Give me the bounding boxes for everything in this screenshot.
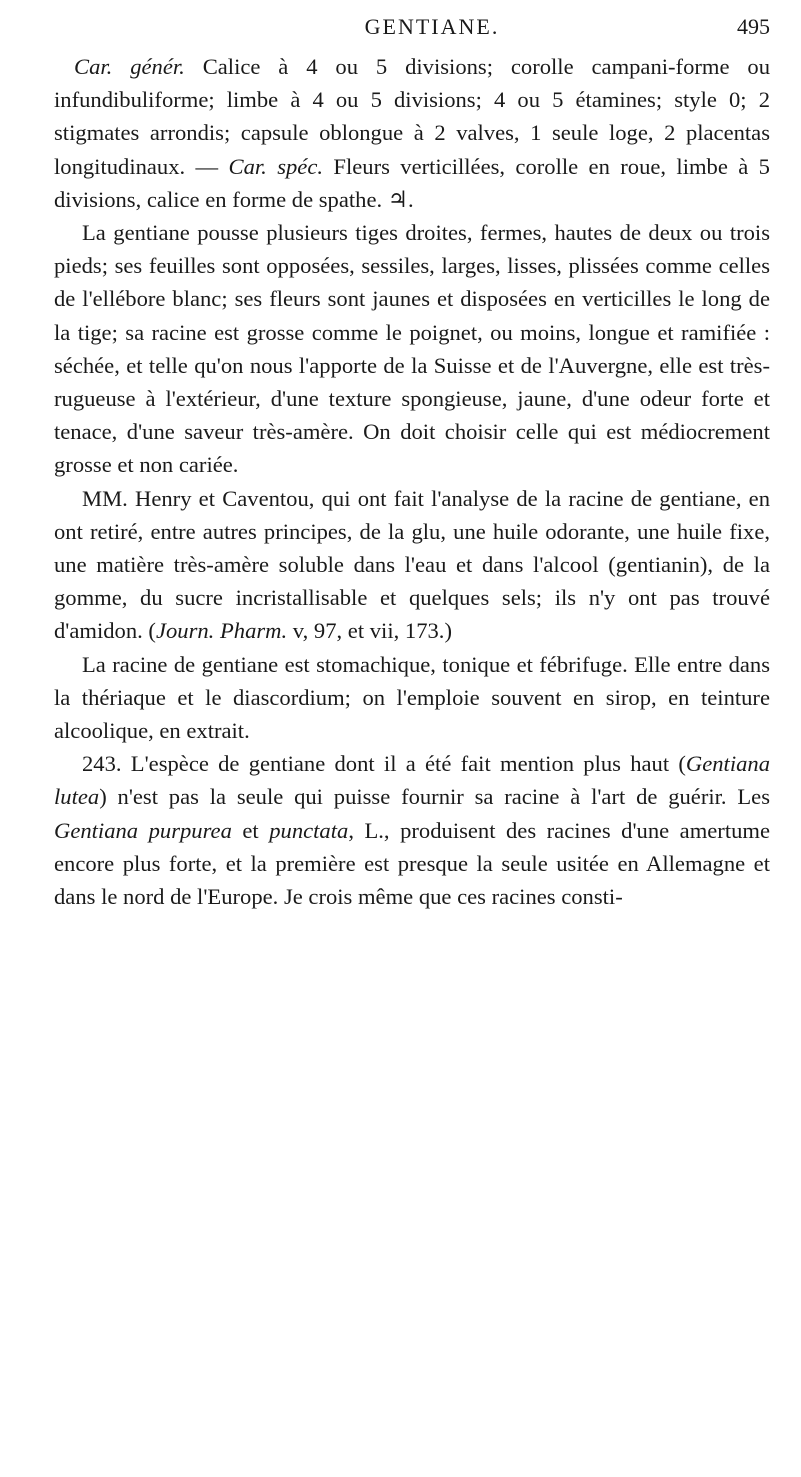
paragraph-243 — [54, 747, 770, 913]
page-number: 495 — [737, 14, 770, 39]
paragraph-characters — [54, 50, 770, 216]
generic-characters-text: Calice à 4 ou 5 divisions; corolle campani-forme ou infundibuliforme; limbe à 4 ou 5 divisions; 4 ou 5 étamines; style 0; 2 stigmates arrondis; capsule oblongue à 2 valves, 1 seule loge, 2 placentas longitudinaux. — — [54, 54, 770, 179]
generic-characters-label: Car. génér. — [74, 54, 185, 79]
journal-reference: Journ. Pharm. — [155, 618, 288, 644]
specific-characters-label: Car. spéc. — [228, 153, 324, 179]
running-head — [54, 12, 770, 46]
body-text — [54, 50, 770, 913]
reference-volumes: v, 97, et vii, 173.) — [287, 618, 452, 644]
specific-characters-text: Fleurs verticillées, corolle en roue, limbe à 5 divisions, calice en forme de spathe. ♃. — [54, 153, 770, 212]
species-gentiana-purpurea: Gentiana purpurea — [54, 817, 232, 843]
running-title: GENTIANE. — [364, 14, 500, 39]
species-gentiana-lutea: Gentiana lutea — [54, 751, 770, 810]
paragraph-description: La gentiane pousse plusieurs tiges droites, fermes, hautes de deux ou trois pieds; ses feuilles sont opposées, sessiles, larges, lisses, plissées comme celles de l'ellébore blanc; ses fleurs sont jaunes et disposées en verticilles le long de la tige; sa racine est grosse comme le poignet, ou moins, longue et ramifiée : séchée, et telle qu'on nous l'apporte de la Suisse et de l'Auvergne, elle est très-rugueuse à l'extérieur, d'une texture spongieuse, jaune, d'une odeur forte et tenace, d'une saveur très-amère. On doit choisir celle qui est médiocrement grosse et non cariée. — [54, 220, 770, 478]
paragraph-uses: La racine de gentiane est stomachique, tonique et fébrifuge. Elle entre dans la thériaque et le diascordium; on l'emploie souvent en sirop, en teinture alcoolique, en extrait. — [54, 651, 770, 744]
section-243-text-4: , L., produisent des racines d'une amertume encore plus forte, et la première est presque la seule usitée en Allemagne et dans le nord de l'Europe. Je crois même que ces racines consti- — [54, 817, 770, 910]
book-page — [54, 12, 770, 913]
paragraph-analysis — [54, 482, 770, 648]
section-243-text-2: ) n'est pas la seule qui puisse fournir sa racine à l'art de guérir. Les — [99, 784, 770, 810]
analysis-text: MM. Henry et Caventou, qui ont fait l'analyse de la racine de gentiane, en ont retiré, entre autres principes, de la glu, une huile odorante, une huile fixe, une matière très-amère soluble dans l'eau et dans l'alcool (gentianin), de la gomme, du sucre incristallisable et quelques sels; ils n'y ont pas trouvé d'amidon. ( — [54, 485, 770, 644]
section-243-text-3: et — [231, 817, 270, 843]
section-243-text-1: 243. L'espèce de gentiane dont il a été fait mention plus haut ( — [82, 751, 686, 777]
species-punctata: punctata — [269, 817, 349, 843]
